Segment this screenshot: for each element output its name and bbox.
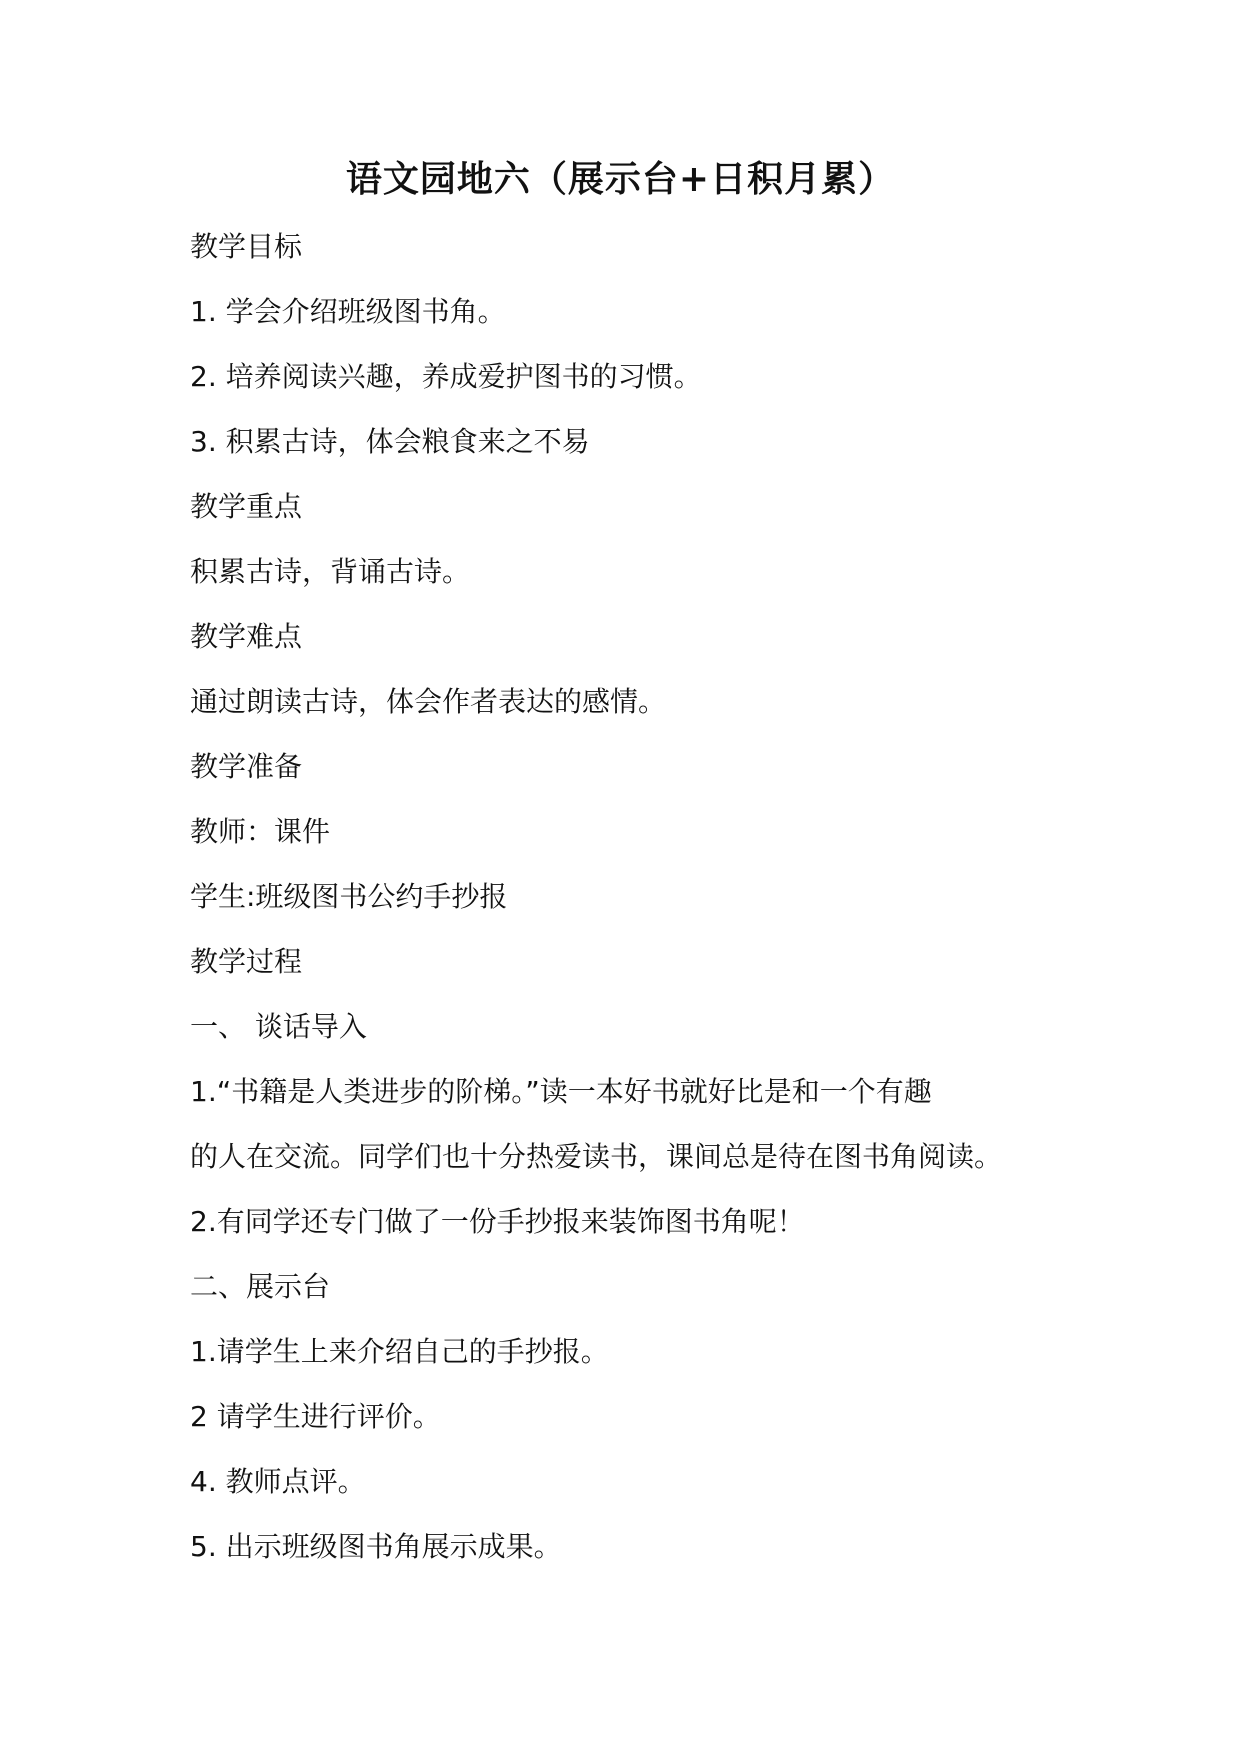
showcase-item-4: 4. 教师点评。 — [190, 1465, 366, 1498]
objective-item-3: 3. 积累古诗，体会粮食来之不易 — [190, 425, 590, 458]
section-heading-key-points: 教学重点 — [190, 490, 303, 523]
showcase-item-1: 1.请学生上来介绍自己的手抄报。 — [190, 1335, 609, 1368]
process-paragraph-line-2: 的人在交流。同学们也十分热爱读书，课间总是待在图书角阅读。 — [190, 1140, 1003, 1173]
difficulties-text: 通过朗读古诗，体会作者表达的感情。 — [190, 685, 667, 718]
section-heading-difficulties: 教学难点 — [190, 620, 303, 653]
preparation-teacher: 教师：课件 — [190, 815, 331, 848]
document-title: 语文园地六（展示台+日积月累） — [345, 158, 896, 200]
process-step-2-heading: 二、展示台 — [190, 1270, 331, 1303]
section-heading-preparation: 教学准备 — [190, 750, 303, 783]
key-points-text: 积累古诗，背诵古诗。 — [190, 555, 471, 588]
section-heading-process: 教学过程 — [190, 945, 303, 978]
objective-item-1: 1. 学会介绍班级图书角。 — [190, 295, 506, 328]
showcase-item-2: 2 请学生进行评价。 — [190, 1400, 441, 1433]
showcase-item-5: 5. 出示班级图书角展示成果。 — [190, 1530, 562, 1563]
process-step-1-heading: 一、 谈话导入 — [190, 1010, 367, 1043]
process-paragraph-line-3: 2.有同学还专门做了一份手抄报来装饰图书角呢！ — [190, 1205, 805, 1238]
objective-item-2: 2. 培养阅读兴趣，养成爱护图书的习惯。 — [190, 360, 702, 393]
section-heading-objectives: 教学目标 — [190, 230, 303, 263]
process-paragraph-line-1: 1.“书籍是人类进步的阶梯。”读一本好书就好比是和一个有趣 — [190, 1075, 932, 1108]
preparation-student: 学生:班级图书公约手抄报 — [190, 880, 508, 913]
